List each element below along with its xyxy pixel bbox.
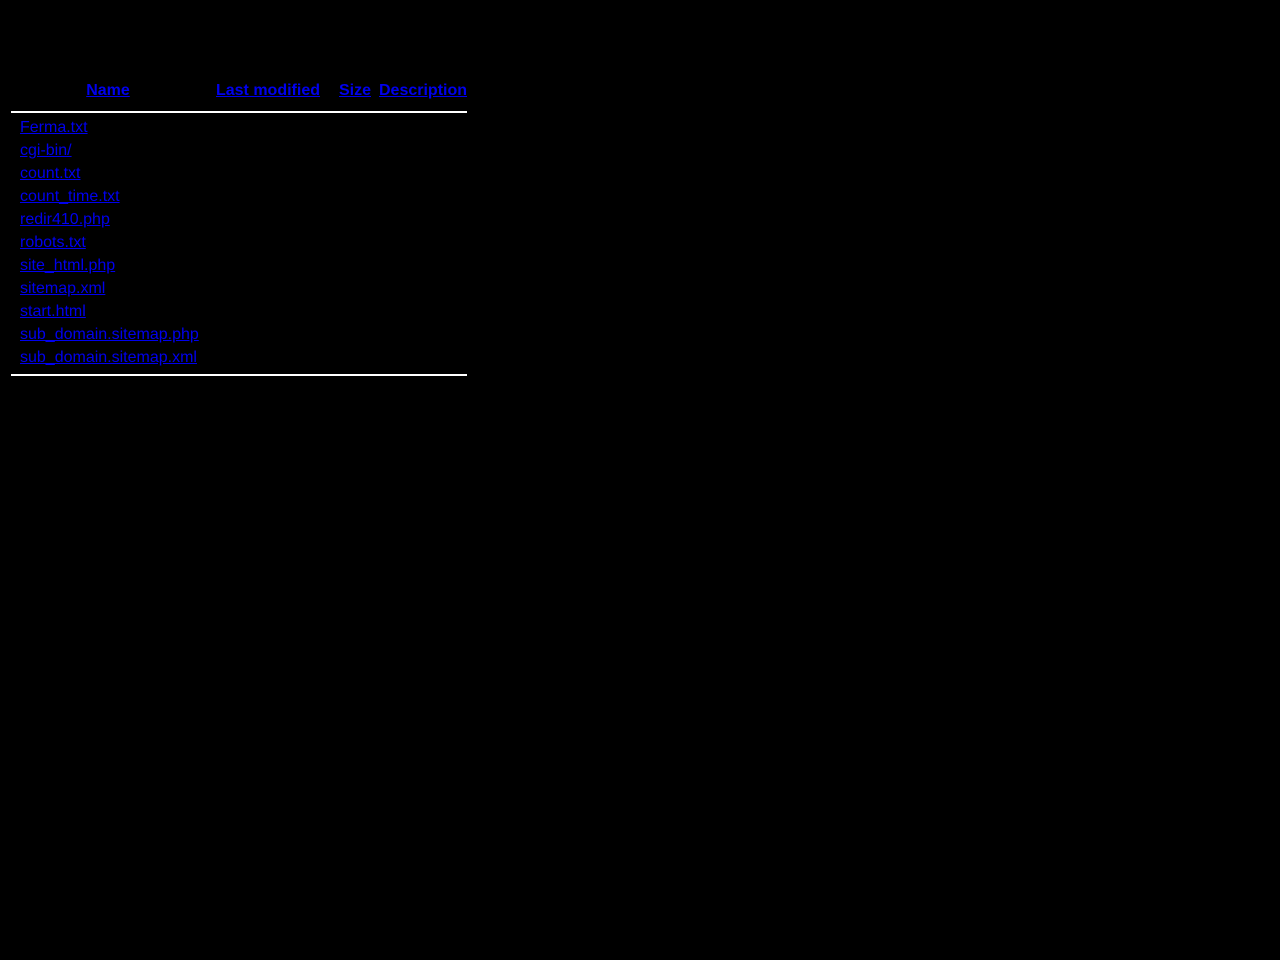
last-modified-cell xyxy=(205,185,331,208)
table-row xyxy=(11,231,467,254)
table-row xyxy=(11,162,467,185)
file-listing-table xyxy=(11,78,467,381)
file-name-cell xyxy=(11,162,205,185)
table-row xyxy=(11,139,467,162)
size-cell xyxy=(331,254,375,277)
file-name-cell xyxy=(11,346,205,369)
size-cell xyxy=(331,208,375,231)
last-modified-cell xyxy=(205,116,331,139)
size-cell xyxy=(331,323,375,346)
size-cell xyxy=(331,116,375,139)
size-cell xyxy=(331,231,375,254)
description-cell xyxy=(375,254,467,277)
file-name-cell xyxy=(11,185,205,208)
table-row xyxy=(11,300,467,323)
file-link[interactable]: robots.txt xyxy=(20,234,86,251)
description-cell xyxy=(375,116,467,139)
file-link[interactable]: redir410.php xyxy=(20,211,110,228)
table-row xyxy=(11,116,467,139)
description-cell xyxy=(375,162,467,185)
column-header-name xyxy=(11,78,205,104)
divider-bottom xyxy=(11,374,467,376)
file-link[interactable]: cgi-bin/ xyxy=(20,142,72,159)
column-header-size xyxy=(331,78,375,104)
file-name-cell xyxy=(11,300,205,323)
sort-by-size-link[interactable]: Size xyxy=(338,82,371,99)
sort-by-last-modified-link[interactable]: Last modified xyxy=(215,82,320,99)
file-link[interactable]: count_time.txt xyxy=(20,188,120,205)
last-modified-cell xyxy=(205,139,331,162)
description-cell xyxy=(375,231,467,254)
table-row xyxy=(11,346,467,369)
table-row xyxy=(11,323,467,346)
file-name-cell xyxy=(11,323,205,346)
file-link[interactable]: sub_domain.sitemap.php xyxy=(20,326,199,343)
last-modified-cell xyxy=(205,346,331,369)
file-link[interactable]: site_html.php xyxy=(20,257,116,274)
file-link[interactable]: start.html xyxy=(20,303,86,320)
header-divider-row xyxy=(11,104,467,116)
table-row xyxy=(11,185,467,208)
last-modified-cell xyxy=(205,323,331,346)
footer-divider-row xyxy=(11,369,467,381)
file-link[interactable]: count.txt xyxy=(20,165,81,182)
description-cell xyxy=(375,208,467,231)
last-modified-cell xyxy=(205,208,331,231)
file-link[interactable]: sub_domain.sitemap.xml xyxy=(20,349,197,366)
size-cell xyxy=(331,300,375,323)
header-row xyxy=(11,78,467,104)
table-row xyxy=(11,277,467,300)
file-list xyxy=(11,116,467,369)
description-cell xyxy=(375,277,467,300)
file-name-cell xyxy=(11,116,205,139)
sort-by-description-link[interactable]: Description xyxy=(379,82,468,99)
description-cell xyxy=(375,346,467,369)
table-row xyxy=(11,208,467,231)
size-cell xyxy=(331,185,375,208)
description-cell xyxy=(375,185,467,208)
size-cell xyxy=(331,139,375,162)
description-cell xyxy=(375,139,467,162)
file-name-cell xyxy=(11,231,205,254)
file-name-cell xyxy=(11,139,205,162)
divider-top xyxy=(11,111,467,113)
file-name-cell xyxy=(11,208,205,231)
file-name-cell xyxy=(11,277,205,300)
description-cell xyxy=(375,300,467,323)
last-modified-cell xyxy=(205,231,331,254)
last-modified-cell xyxy=(205,277,331,300)
size-cell xyxy=(331,346,375,369)
column-header-last-modified xyxy=(205,78,331,104)
size-cell xyxy=(331,277,375,300)
description-cell xyxy=(375,323,467,346)
last-modified-cell xyxy=(205,300,331,323)
last-modified-cell xyxy=(205,254,331,277)
size-cell xyxy=(331,162,375,185)
sort-by-name-link[interactable]: Name xyxy=(86,82,130,99)
last-modified-cell xyxy=(205,162,331,185)
table-row xyxy=(11,254,467,277)
file-link[interactable]: sitemap.xml xyxy=(20,280,106,297)
file-name-cell xyxy=(11,254,205,277)
file-link[interactable]: Ferma.txt xyxy=(20,119,88,136)
column-header-description xyxy=(375,78,467,104)
